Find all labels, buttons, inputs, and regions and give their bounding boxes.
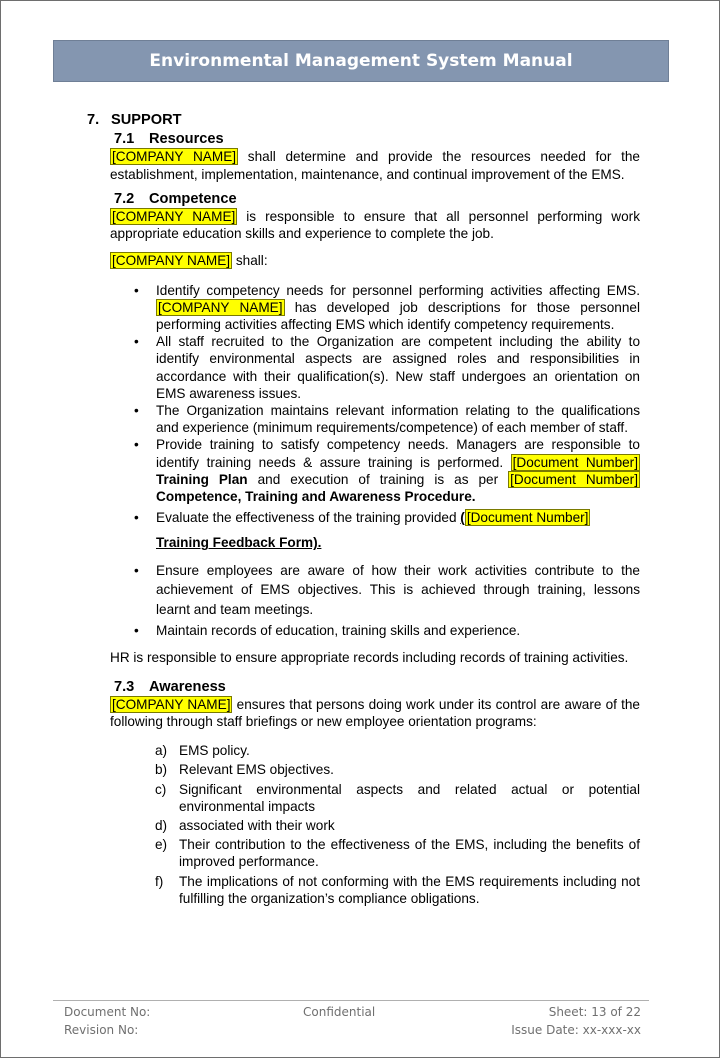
- list-item-text: EMS policy.: [179, 743, 250, 759]
- issue-date: Issue Date: xx-xxx-xx: [511, 1023, 641, 1037]
- list-item: [155, 742, 640, 759]
- list-item: [155, 761, 640, 778]
- subsection-heading-awareness: [87, 679, 640, 696]
- list-item: [156, 436, 640, 505]
- competence-bullet-list: [87, 282, 640, 640]
- document-number-placeholder: [Document Number]: [512, 454, 638, 470]
- list-item-text: Evaluate the effectiveness of the training provided: [156, 510, 461, 526]
- list-item: • The Organization maintains relevant information relating to the qualifications and experience (minimum requirements/competence) of each member of staff.: [156, 402, 640, 436]
- list-item: [155, 817, 640, 834]
- open-paren: (: [460, 510, 465, 526]
- company-name-placeholder: [COMPANY NAME]: [112, 253, 231, 269]
- section-heading: [87, 112, 640, 129]
- company-name-placeholder: [COMPANY NAME]: [112, 149, 237, 165]
- section-number: 7.: [87, 112, 100, 128]
- list-item-text: associated with their work: [179, 818, 335, 833]
- subsection-title: Competence: [149, 190, 237, 207]
- company-name-placeholder: [COMPANY NAME]: [112, 209, 236, 225]
- list-item-text: Their contribution to the effectiveness of the EMS, including the benefits of improved performance.: [179, 837, 640, 870]
- paragraph-text: shall:: [232, 253, 268, 269]
- list-item-text: has developed job descriptions for those personnel performing activities affecting EMS which identify competency requirements.: [156, 299, 640, 333]
- list-item-text: Provide training to satisfy competency needs. Managers are responsible to identify training needs & assure training is performed.: [156, 437, 640, 470]
- company-name-placeholder: [COMPANY NAME]: [112, 696, 231, 712]
- subsection-number: 7.3: [114, 678, 135, 695]
- document-body: [87, 112, 640, 909]
- page-footer: [53, 1000, 649, 1037]
- list-item-text: Significant environmental aspects and related actual or potential environmental impacts: [179, 781, 640, 814]
- list-marker: f): [155, 873, 164, 889]
- procedure-reference: Competence, Training and Awareness Procedure.: [156, 489, 476, 505]
- competence-paragraph: [87, 208, 640, 242]
- list-item-text: Relevant EMS objectives.: [179, 762, 334, 778]
- subsection-heading-resources: [87, 131, 640, 148]
- subsection-title: Awareness: [149, 678, 226, 695]
- awareness-paragraph: [87, 696, 640, 730]
- awareness-list: [87, 742, 640, 907]
- subsection-title: Resources: [149, 131, 224, 148]
- list-item-text: and execution of training is as per: [247, 471, 509, 487]
- confidential-label: Confidential: [303, 1005, 376, 1019]
- list-item: [156, 509, 640, 551]
- list-marker: c): [155, 781, 167, 797]
- feedback-form-reference: Training Feedback Form).: [156, 535, 322, 551]
- company-name-placeholder: [COMPANY NAME]: [158, 299, 283, 315]
- section-title: SUPPORT: [111, 112, 182, 128]
- company-shall-line: [87, 252, 640, 269]
- paragraph-text: ensures that persons doing work under its control are aware of the following through staff briefings or new employee orientation programs:: [110, 696, 640, 729]
- list-item: [156, 282, 640, 334]
- document-number-placeholder: [Document Number]: [466, 510, 589, 526]
- list-marker: a): [155, 743, 168, 759]
- list-item: • All staff recruited to the Organization are competent including the ability to identify environmental aspects are assigned roles and responsibilities in accordance with their qualification(s). New staff undergoes an orientation on EMS awareness issues.: [156, 333, 640, 402]
- list-item-text: The implications of not conforming with the EMS requirements including not fulfilling the organization’s compliance obligations.: [179, 873, 640, 906]
- list-item: [155, 781, 640, 815]
- subsection-number: 7.2: [114, 190, 135, 207]
- list-item: • Maintain records of education, training skills and experience.: [156, 622, 640, 639]
- list-item: • Ensure employees are aware of how their work activities contribute to the achievement of EMS objectives. This is achieved through training, lessons learnt and team meetings.: [156, 561, 640, 620]
- revision-number-label: Revision No:: [64, 1023, 139, 1037]
- list-item-text: Identify competency needs for personnel performing activities affecting EMS.: [156, 282, 640, 298]
- paragraph-text: shall determine and provide the resources needed for the establishment, implementation, maintenance, and continual improvement of the EMS.: [110, 149, 640, 182]
- document-number-label: Document No:: [64, 1005, 151, 1019]
- paragraph-text: is responsible to ensure that all personnel performing work appropriate education skills and experience to complete the job.: [110, 209, 640, 242]
- resources-paragraph: [87, 148, 640, 182]
- sheet-number: Sheet: 13 of 22: [548, 1005, 641, 1019]
- subsection-number: 7.1: [114, 131, 135, 148]
- list-marker: d): [155, 818, 168, 833]
- document-title-banner: Environmental Management System Manual: [53, 40, 669, 82]
- hr-paragraph: HR is responsible to ensure appropriate records including records of training activities.: [110, 650, 629, 666]
- document-number-placeholder: [Document Number]: [510, 471, 638, 487]
- list-item: [155, 836, 640, 870]
- list-item: [155, 873, 640, 907]
- training-plan-label: Training Plan: [156, 471, 248, 487]
- list-marker: b): [155, 762, 168, 778]
- subsection-heading-competence: [87, 191, 640, 208]
- list-marker: e): [155, 837, 168, 853]
